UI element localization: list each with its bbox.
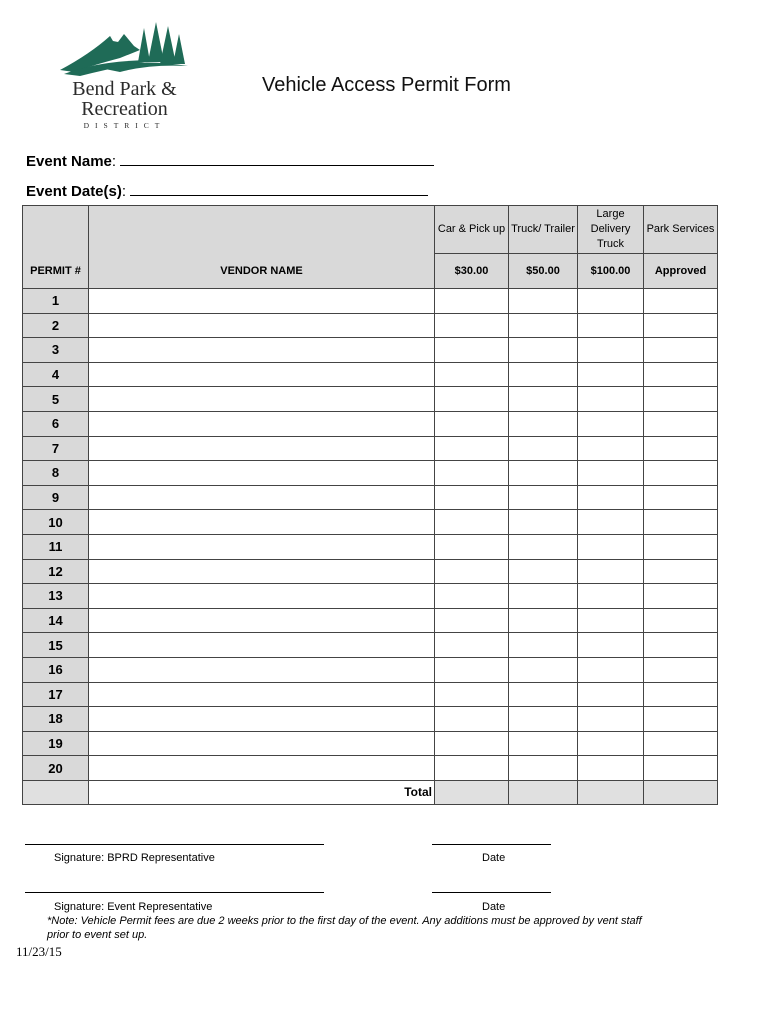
- large-delivery-cell[interactable]: [578, 707, 644, 732]
- truck-trailer-cell[interactable]: [509, 411, 578, 436]
- large-delivery-cell[interactable]: [578, 731, 644, 756]
- vendor-name-cell[interactable]: [89, 559, 435, 584]
- vendor-name-cell[interactable]: [89, 657, 435, 682]
- table-row: [23, 584, 718, 609]
- vendor-name-cell[interactable]: [89, 682, 435, 707]
- park-services-cell[interactable]: [644, 584, 718, 609]
- park-services-cell[interactable]: [644, 485, 718, 510]
- permit-number: 17: [23, 682, 89, 707]
- event-date-line[interactable]: [432, 892, 551, 893]
- total-truck-cell[interactable]: [509, 780, 578, 804]
- table-row: [23, 756, 718, 781]
- header-approved: Approved: [644, 254, 718, 289]
- table-row: [23, 608, 718, 633]
- permit-number: 2: [23, 313, 89, 338]
- park-services-cell[interactable]: [644, 289, 718, 314]
- table-row: [23, 362, 718, 387]
- vendor-name-cell[interactable]: [89, 387, 435, 412]
- permit-number: 12: [23, 559, 89, 584]
- truck-trailer-cell[interactable]: [509, 633, 578, 658]
- table-row: [23, 436, 718, 461]
- large-delivery-cell[interactable]: [578, 559, 644, 584]
- large-delivery-cell[interactable]: [578, 485, 644, 510]
- park-services-cell[interactable]: [644, 338, 718, 363]
- car-pickup-cell[interactable]: [435, 436, 509, 461]
- truck-trailer-cell[interactable]: [509, 584, 578, 609]
- park-services-cell[interactable]: [644, 657, 718, 682]
- truck-trailer-cell[interactable]: [509, 338, 578, 363]
- event-dates-field: Event Date(s):: [26, 181, 428, 200]
- park-services-cell[interactable]: [644, 436, 718, 461]
- total-car-cell[interactable]: [435, 780, 509, 804]
- vendor-name-cell[interactable]: [89, 338, 435, 363]
- fee-note: *Note: Vehicle Permit fees are due 2 weeks prior to the first day of the event. Any additions must be approved by vent staff prior to event set up.: [47, 915, 642, 941]
- table-row: [23, 707, 718, 732]
- bprd-signature-line[interactable]: [25, 844, 324, 845]
- park-services-cell[interactable]: [644, 608, 718, 633]
- table-row: [23, 411, 718, 436]
- car-pickup-cell[interactable]: [435, 707, 509, 732]
- permit-number: 18: [23, 707, 89, 732]
- car-pickup-cell[interactable]: [435, 559, 509, 584]
- park-services-cell[interactable]: [644, 510, 718, 535]
- permit-number: 11: [23, 534, 89, 559]
- truck-trailer-cell[interactable]: [509, 362, 578, 387]
- truck-trailer-cell[interactable]: [509, 289, 578, 314]
- vendor-name-cell[interactable]: [89, 313, 435, 338]
- truck-trailer-cell[interactable]: [509, 485, 578, 510]
- form-title: Vehicle Access Permit Form: [262, 74, 511, 96]
- car-pickup-cell[interactable]: [435, 657, 509, 682]
- event-dates-label: Event Date(s): [26, 183, 122, 200]
- permit-number: 8: [23, 461, 89, 486]
- park-services-cell[interactable]: [644, 559, 718, 584]
- car-pickup-cell[interactable]: [435, 682, 509, 707]
- vendor-name-cell[interactable]: [89, 534, 435, 559]
- car-pickup-cell[interactable]: [435, 756, 509, 781]
- car-pickup-cell[interactable]: [435, 633, 509, 658]
- park-services-cell[interactable]: [644, 411, 718, 436]
- permit-number: 13: [23, 584, 89, 609]
- vendor-name-cell[interactable]: [89, 756, 435, 781]
- permit-number: 20: [23, 756, 89, 781]
- permit-number: 5: [23, 387, 89, 412]
- permit-number: 15: [23, 633, 89, 658]
- car-pickup-cell[interactable]: [435, 387, 509, 412]
- truck-trailer-cell[interactable]: [509, 534, 578, 559]
- logo-text-line3: DISTRICT: [83, 121, 166, 130]
- table-header-row: [23, 206, 718, 254]
- permit-number: 16: [23, 657, 89, 682]
- header-permit-number: PERMIT #: [23, 254, 89, 289]
- large-delivery-cell[interactable]: [578, 657, 644, 682]
- vendor-name-cell[interactable]: [89, 707, 435, 732]
- car-pickup-cell[interactable]: [435, 608, 509, 633]
- large-delivery-cell[interactable]: [578, 534, 644, 559]
- large-delivery-cell[interactable]: [578, 682, 644, 707]
- truck-trailer-cell[interactable]: [509, 608, 578, 633]
- table-row: [23, 485, 718, 510]
- truck-trailer-cell[interactable]: [509, 682, 578, 707]
- park-services-cell[interactable]: [644, 682, 718, 707]
- table-row: [23, 338, 718, 363]
- header-car-pickup: Car & Pick up: [435, 206, 509, 254]
- large-delivery-cell[interactable]: [578, 584, 644, 609]
- truck-trailer-cell[interactable]: [509, 657, 578, 682]
- permit-number: 9: [23, 485, 89, 510]
- vendor-name-cell[interactable]: [89, 461, 435, 486]
- truck-trailer-cell[interactable]: [509, 510, 578, 535]
- truck-trailer-cell[interactable]: [509, 707, 578, 732]
- header-large-delivery: Large Delivery Truck: [578, 206, 644, 254]
- car-pickup-cell[interactable]: [435, 510, 509, 535]
- permit-number: 1: [23, 289, 89, 314]
- truck-trailer-cell[interactable]: [509, 559, 578, 584]
- table-row: [23, 313, 718, 338]
- table-row: [23, 559, 718, 584]
- car-pickup-cell[interactable]: [435, 313, 509, 338]
- large-delivery-cell[interactable]: [578, 362, 644, 387]
- truck-trailer-cell[interactable]: [509, 731, 578, 756]
- car-pickup-cell[interactable]: [435, 411, 509, 436]
- revision-date: 11/23/15: [16, 944, 62, 959]
- park-services-cell[interactable]: [644, 633, 718, 658]
- vendor-name-cell[interactable]: [89, 436, 435, 461]
- large-delivery-cell[interactable]: [578, 756, 644, 781]
- park-services-cell[interactable]: [644, 461, 718, 486]
- total-delivery-cell[interactable]: [578, 780, 644, 804]
- table-row: [23, 657, 718, 682]
- permit-number: 10: [23, 510, 89, 535]
- park-services-cell[interactable]: [644, 313, 718, 338]
- total-approved-cell[interactable]: [644, 780, 718, 804]
- vendor-name-cell[interactable]: [89, 633, 435, 658]
- vendor-name-cell[interactable]: [89, 510, 435, 535]
- event-signature-label: Signature: Event Representative: [54, 901, 213, 913]
- large-delivery-cell[interactable]: [578, 289, 644, 314]
- permit-number: 3: [23, 338, 89, 363]
- permit-number: 4: [23, 362, 89, 387]
- permit-number: 7: [23, 436, 89, 461]
- permit-number: 14: [23, 608, 89, 633]
- large-delivery-cell[interactable]: [578, 436, 644, 461]
- total-label: Total: [89, 780, 435, 804]
- table-total-row: [23, 780, 718, 804]
- vendor-name-cell[interactable]: [89, 411, 435, 436]
- park-services-cell[interactable]: [644, 731, 718, 756]
- permit-number: 6: [23, 411, 89, 436]
- car-pickup-cell[interactable]: [435, 338, 509, 363]
- event-name-label: Event Name: [26, 153, 112, 170]
- district-logo: [52, 20, 197, 132]
- large-delivery-cell[interactable]: [578, 461, 644, 486]
- vendor-name-cell[interactable]: [89, 485, 435, 510]
- logo-text-line2: Recreation: [81, 98, 168, 120]
- truck-trailer-cell[interactable]: [509, 387, 578, 412]
- bprd-date-line[interactable]: [432, 844, 551, 845]
- price-large-delivery: $100.00: [578, 254, 644, 289]
- truck-trailer-cell[interactable]: [509, 756, 578, 781]
- vendor-name-cell[interactable]: [89, 362, 435, 387]
- table-row: [23, 731, 718, 756]
- vendor-name-cell[interactable]: [89, 289, 435, 314]
- vendor-name-cell[interactable]: [89, 584, 435, 609]
- permit-number: 19: [23, 731, 89, 756]
- car-pickup-cell[interactable]: [435, 534, 509, 559]
- event-name-field: Event Name:: [26, 151, 434, 170]
- event-dates-input-line[interactable]: [130, 181, 428, 196]
- truck-trailer-cell[interactable]: [509, 461, 578, 486]
- large-delivery-cell[interactable]: [578, 338, 644, 363]
- table-row: [23, 461, 718, 486]
- header-park-services: Park Services: [644, 206, 718, 254]
- table-row: [23, 289, 718, 314]
- logo-text-line1: Bend Park &: [72, 78, 177, 100]
- truck-trailer-cell[interactable]: [509, 436, 578, 461]
- mountain-trees-icon: [60, 20, 190, 78]
- table-row: [23, 534, 718, 559]
- table-row: [23, 633, 718, 658]
- truck-trailer-cell[interactable]: [509, 313, 578, 338]
- car-pickup-cell[interactable]: [435, 584, 509, 609]
- large-delivery-cell[interactable]: [578, 411, 644, 436]
- bprd-date-label: Date: [482, 852, 506, 864]
- park-services-cell[interactable]: [644, 534, 718, 559]
- park-services-cell[interactable]: [644, 362, 718, 387]
- large-delivery-cell[interactable]: [578, 387, 644, 412]
- car-pickup-cell[interactable]: [435, 485, 509, 510]
- permit-table: [22, 205, 718, 805]
- park-services-cell[interactable]: [644, 756, 718, 781]
- vendor-name-cell[interactable]: [89, 608, 435, 633]
- table-row: [23, 682, 718, 707]
- large-delivery-cell[interactable]: [578, 313, 644, 338]
- large-delivery-cell[interactable]: [578, 633, 644, 658]
- table-subheader-row: [23, 254, 718, 289]
- event-date-label: Date: [482, 901, 506, 913]
- price-car-pickup: $30.00: [435, 254, 509, 289]
- large-delivery-cell[interactable]: [578, 510, 644, 535]
- vendor-name-cell[interactable]: [89, 731, 435, 756]
- bprd-signature-label: Signature: BPRD Representative: [54, 852, 215, 864]
- car-pickup-cell[interactable]: [435, 289, 509, 314]
- car-pickup-cell[interactable]: [435, 461, 509, 486]
- event-signature-line[interactable]: [25, 892, 324, 893]
- car-pickup-cell[interactable]: [435, 362, 509, 387]
- park-services-cell[interactable]: [644, 707, 718, 732]
- car-pickup-cell[interactable]: [435, 731, 509, 756]
- header-truck-trailer: Truck/ Trailer: [509, 206, 578, 254]
- table-row: [23, 387, 718, 412]
- event-name-input-line[interactable]: [120, 151, 434, 166]
- park-services-cell[interactable]: [644, 387, 718, 412]
- large-delivery-cell[interactable]: [578, 608, 644, 633]
- price-truck-trailer: $50.00: [509, 254, 578, 289]
- table-row: [23, 510, 718, 535]
- header-vendor-name: VENDOR NAME: [89, 254, 435, 289]
